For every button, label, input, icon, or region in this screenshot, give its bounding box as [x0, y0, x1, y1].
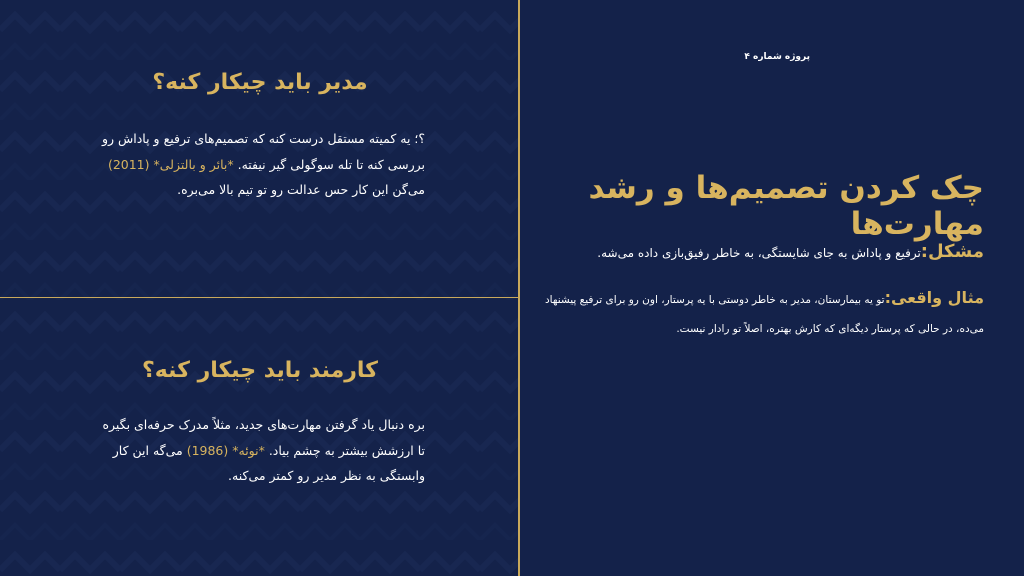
manager-body — [95, 126, 425, 203]
manager-title: مدیر باید چیکار کنه؟ — [152, 70, 368, 95]
employee-citation: *نوئه* (1986) — [186, 442, 265, 458]
problem-paragraph — [544, 238, 984, 265]
vertical-divider — [518, 0, 520, 576]
manager-body-text: ؟؛ یه کمیته مستقل درست کنه که تصمیم‌های ترفیع و پاداش رو بررسی کنه تا تله سوگولی گیر نیفته. — [101, 131, 425, 172]
example-label: مثال واقعی: — [884, 288, 984, 307]
example-text: تو یه بیمارستان، مدیر به خاطر دوستی با یه پرستار، اون رو برای ترفیع پیشنهاد می‌ده، در حالی که پرستار دیگه‌ای که کارش بهتره، اصلاً تو رادار نیست. — [545, 294, 984, 335]
project-label: پروژه شماره ۴ — [744, 52, 810, 62]
problem-text: ترفیع و پاداش به جای شایستگی، به خاطر رفیق‌بازی داده می‌شه. — [597, 246, 921, 260]
employee-title: کارمند باید چیکار کنه؟ — [142, 358, 378, 383]
main-title: چک کردن تصمیم‌ها و رشد مهارت‌ها — [588, 170, 984, 242]
example-paragraph — [544, 280, 984, 341]
employee-body-text: بره دنبال یاد گرفتن مهارت‌های جدید، مثلاً مدرک حرفه‌ای بگیره تا ارزشش بیشتر به چشم بیاد. — [102, 417, 425, 458]
employee-body-text-end: می‌گه این کار وابستگی به نظر مدیر رو کمتر می‌کنه. — [112, 442, 425, 484]
manager-citation: *بائر و بالتزلی* (2011) — [107, 156, 234, 172]
manager-body-text-end: می‌گن این کار حس عدالت رو تو تیم بالا می‌بره. — [177, 182, 425, 198]
problem-label: مشکل: — [920, 241, 984, 262]
horizontal-divider — [0, 297, 518, 298]
employee-body — [95, 412, 425, 489]
